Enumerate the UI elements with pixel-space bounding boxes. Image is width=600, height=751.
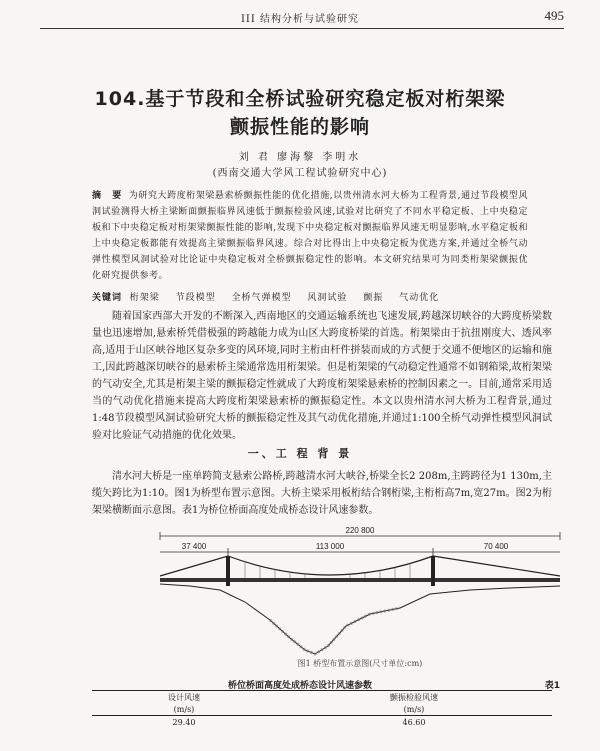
dim-total-label: 220 800 [345, 526, 375, 535]
table-header-row [92, 691, 552, 704]
keywords-label: 关键词 [92, 293, 123, 303]
keyword: 全桥气弹模型 [231, 293, 292, 303]
valley-terrain [160, 584, 560, 654]
table-title: 桥位桥面高度处成桥态设计风速参数 [227, 681, 372, 691]
keyword: 颤振 [363, 293, 384, 303]
running-header: III 结构分析与试验研究 [240, 14, 360, 25]
section-heading: 一、工 程 背 景 [247, 447, 353, 460]
table-unit-cell: (m/s) [173, 704, 195, 714]
table-unit-row [92, 703, 552, 716]
dim-main-label: 113 000 [315, 542, 345, 551]
bridge-deck [160, 578, 560, 582]
table-header-cell: 设计风速 [92, 691, 276, 704]
table-cell: 29.40 [92, 716, 276, 729]
section1-paragraph: 清水河大桥是一座单跨简支悬索公路桥,跨越清水河大峡谷,桥梁全长2 208m,主跨跨径为1 130m,主缆矢跨比为1:10。图1为桥型布置示意图。大桥主梁采用板桁结合钢桁梁,主桁桁高7m,宽27m。图2为桁架梁横断面示意图。表1为桥位桥面高度处成桥态设计风速参数。 [92, 471, 552, 516]
figure-caption: 图1 桥型布置示意图(尺寸单位:cm) [297, 659, 423, 668]
authors: 刘 君 廖海黎 李明水 [238, 152, 362, 163]
paper-title-line1: 104.基于节段和全桥试验研究稳定板对桁架梁 [94, 88, 506, 110]
tower-left [226, 556, 230, 586]
affiliation: (西南交通大学风工程试验研究中心) [212, 168, 388, 179]
main-cable [160, 556, 560, 576]
tower-right [431, 556, 435, 586]
dim-right-label: 70 400 [483, 542, 509, 551]
table-cell: 46.60 [276, 716, 552, 729]
dim-left-label: 37 400 [181, 542, 207, 551]
table-row [92, 716, 552, 729]
keyword: 气动优化 [399, 293, 440, 303]
keyword: 桁架梁 [129, 293, 160, 303]
keyword: 节段模型 [175, 293, 216, 303]
bridge-layout-figure [150, 522, 570, 662]
table-label: 表1 [544, 681, 560, 691]
keyword: 风洞试验 [307, 293, 348, 303]
intro-paragraph: 随着国家西部大开发的不断深入,西南地区的交通运输系统也飞速发展,跨越深切峡谷的大跨度桥梁数量也迅速增加,悬索桥凭借极强的跨越能力成为山区大跨度桥梁的首选。桁架梁由于抗扭刚度大、透风率高,适用于山区峡谷地区复杂多变的风环境,同时主桁由杆件拼装而成的方式便于交通不便地区的运输和施工,因此跨越深切峡谷的悬索桥主梁通常选用桁架梁。但是桁架梁的气动稳定性通常不如钢箱梁,故桁架梁的气动安全,尤其是桁架主梁的颤振稳定性就成了大跨度桁架梁悬索桥的控制因素之一。目前,通常采用适当的气动优化措施来提高大跨度桁架梁悬索桥的颤振稳定性。本文以贵州清水河大桥为工程背景,通过1:48节段模型风洞试验研究大桥的颤振稳定性及其气动优化措施,并通过1:100全桥气动弹性模型风洞试验对比验证气动措施的优化效果。 [92, 311, 552, 441]
abstract-text: 为研究大跨度桁架梁悬索桥颤振性能的优化措施,以贵州清水河大桥为工程背景,通过节段模型风洞试验测得大桥主梁断面颤振临界风速低于颤振检验风速,试验对比研究了不同水平稳定板、上中央稳定板和下中央稳定板对桁架梁颤振性能的影响,发现下中央稳定板对颤振临界风速无明显影响,水平稳定板和上中央稳定板都能有效提高主梁颤振临界风速。综合对比得出上中央稳定板为优选方案,并通过全桥气动弹性模型风洞试验对比论证中央稳定板对全桥颤振稳定性的影响。本文研究结果可为同类桁架梁颤振优化研究提供参考。 [92, 191, 528, 281]
page-number: 495 [544, 8, 564, 23]
header-rule [40, 28, 564, 29]
abstract-label: 摘 要 [92, 191, 126, 201]
table-header-cell: 颤振检验风速 [276, 691, 552, 704]
design-wind-table [92, 690, 552, 728]
abstract [92, 188, 528, 284]
table-unit-cell: (m/s) [403, 704, 425, 714]
paper-title-line2: 颤振性能的影响 [229, 116, 370, 138]
keywords [92, 290, 552, 303]
